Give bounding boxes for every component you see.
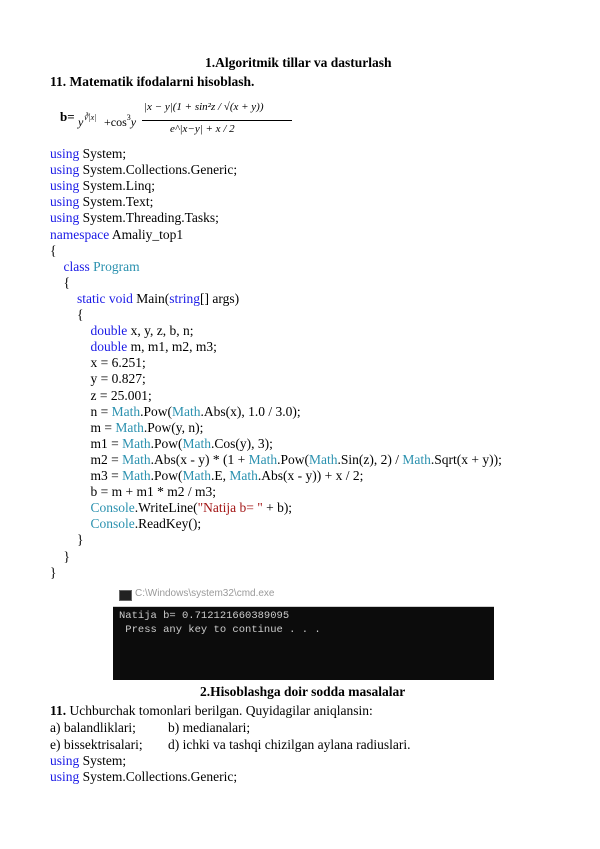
- code-line: [50, 339, 217, 355]
- code-token: Amaliy_top1: [109, 226, 184, 242]
- code-token: Math: [172, 403, 201, 419]
- code-token: .Pow(: [140, 403, 173, 419]
- code-line: [50, 388, 152, 404]
- formula-cos-term: $+\cos^3y$: [104, 113, 137, 129]
- code-token: [50, 500, 91, 515]
- code-line: [50, 323, 194, 339]
- code-line: [50, 484, 216, 500]
- code-line: [50, 436, 273, 452]
- code-token: z = 25.001;: [50, 387, 152, 403]
- code-token: [50, 323, 91, 338]
- code-token: namespace: [50, 226, 110, 242]
- code-token: .WriteLine(: [134, 500, 198, 516]
- code-token: static: [77, 290, 106, 306]
- code-token: Math: [182, 435, 212, 451]
- code-token: .Pow(y, n);: [143, 419, 204, 435]
- code-token: Math: [122, 435, 151, 451]
- code-token: Math: [309, 451, 338, 467]
- code-line: [50, 162, 237, 178]
- code-token: .Sqrt(x + y));: [430, 451, 502, 467]
- console-output-line: Press any key to continue . . .: [119, 624, 321, 636]
- code-token: [50, 516, 91, 531]
- code-token: .Pow(: [150, 435, 183, 451]
- code-line: [50, 452, 502, 468]
- code-token: Program: [93, 258, 140, 274]
- code-token: .Pow(: [277, 451, 309, 467]
- formula-lhs: b=: [60, 109, 75, 124]
- code-token: System;: [79, 753, 127, 768]
- code-token: Math: [115, 419, 144, 435]
- code-token: .E,: [211, 468, 230, 483]
- code-line: [50, 194, 153, 210]
- code-token: Math: [229, 468, 258, 483]
- code-token: System.Collections.Generic;: [79, 162, 238, 178]
- code-token: b = m + m1 * m2 / m3;: [50, 484, 216, 500]
- code-token: string: [169, 290, 201, 306]
- code-token: m =: [50, 419, 116, 435]
- task-item-a: a) balandliklari;: [50, 720, 136, 735]
- code-token: x, y, z, b, n;: [127, 323, 194, 339]
- formula-base: $y^{∛|x|}$: [78, 113, 97, 129]
- code-token: System;: [79, 146, 127, 161]
- code-token: m, m1, m2, m3;: [127, 339, 217, 355]
- code-token: .Pow(: [150, 468, 183, 483]
- code-line: [50, 500, 292, 516]
- code-token: Math: [111, 403, 141, 419]
- code-line: [50, 291, 239, 307]
- code-line: [50, 307, 83, 323]
- code-line: [50, 355, 146, 371]
- code-token: {: [50, 307, 84, 322]
- code-token: .Abs(x - y) * (1 +: [150, 451, 249, 467]
- code-token: x = 6.251;: [50, 355, 146, 371]
- code-token: [] args): [200, 290, 240, 306]
- code-token: m2 =: [50, 451, 123, 467]
- code-line: [50, 210, 219, 226]
- code-token: n =: [50, 403, 112, 419]
- code-line: [50, 259, 140, 275]
- code-token: using: [50, 769, 80, 785]
- code-token: + b);: [262, 500, 293, 516]
- formula-numerator: |x − y|(1 + sin²z / √(x + y)): [144, 101, 264, 113]
- code-token: .Abs(x - y)) + x / 2;: [257, 468, 364, 483]
- code-token: }: [50, 564, 57, 580]
- code-line: [50, 753, 126, 769]
- formula-denominator: e^|x−y| + x / 2: [170, 123, 235, 135]
- code-token: using: [50, 162, 80, 178]
- code-line: [50, 565, 56, 581]
- code-token: Math: [402, 451, 431, 467]
- code-token: double: [90, 323, 128, 339]
- code-token: .Abs(x), 1.0 / 3.0);: [200, 403, 301, 419]
- code-token: Math: [248, 451, 278, 467]
- code-token: }: [50, 548, 70, 564]
- code-token: System.Collections.Generic;: [79, 769, 238, 785]
- code-token: y = 0.827;: [50, 371, 146, 387]
- code-line: [50, 227, 183, 243]
- code-token: using: [50, 194, 80, 210]
- task-item-d: d) ichki va tashqi chizilgan aylana radiuslari.: [168, 737, 411, 752]
- console-window: [113, 584, 494, 680]
- code-token: [50, 339, 91, 354]
- code-token: Main(: [132, 290, 170, 306]
- code-token: }: [50, 532, 84, 548]
- code-line: [50, 532, 83, 548]
- code-token: System.Threading.Tasks;: [79, 210, 219, 226]
- code-token: System.Linq;: [79, 178, 156, 194]
- code-token: [50, 291, 77, 306]
- code-line: [50, 146, 126, 162]
- code-token: Math: [182, 468, 212, 483]
- code-token: Math: [122, 451, 151, 467]
- code-token: System.Text;: [79, 194, 154, 210]
- code-token: Console: [90, 500, 135, 516]
- code-token: m3 =: [50, 468, 123, 483]
- task-heading: 11. Matematik ifodalarni hisoblash.: [50, 74, 255, 89]
- task-item-e: e) bissektrisalari;: [50, 737, 143, 752]
- code-token: class: [63, 258, 90, 274]
- console-output-line: Natija b= 0.712121660389095: [119, 610, 290, 622]
- code-token: double: [90, 339, 128, 355]
- section-heading: 2.Hisoblashga doir sodda masalalar: [200, 684, 406, 699]
- code-line: [50, 275, 70, 291]
- code-token: m1 =: [50, 435, 123, 451]
- code-line: [50, 468, 363, 484]
- code-line: [50, 769, 237, 785]
- code-token: "Natija b= ": [197, 500, 263, 516]
- code-line: [50, 371, 146, 387]
- code-token: using: [50, 178, 80, 194]
- console-title: C:\Windows\system32\cmd.exe: [135, 588, 275, 599]
- code-token: void: [108, 290, 133, 306]
- code-line: [50, 549, 70, 565]
- code-token: .ReadKey();: [134, 516, 202, 532]
- code-line: [50, 178, 155, 194]
- task-statement: 11. Uchburchak tomonlari berilgan. Quyidagilar aniqlansin:: [50, 703, 373, 718]
- code-line: [50, 516, 201, 532]
- section-heading: 1.Algoritmik tillar va dasturlash: [205, 55, 392, 70]
- code-token: using: [50, 146, 80, 161]
- fraction-bar: [142, 120, 292, 121]
- task-item-b: b) medianalari;: [168, 720, 251, 735]
- code-token: using: [50, 753, 80, 768]
- code-token: {: [50, 242, 57, 258]
- code-token: .Sin(z), 2) /: [337, 451, 403, 467]
- code-token: [50, 259, 64, 274]
- code-token: {: [50, 274, 70, 290]
- code-line: [50, 404, 301, 420]
- code-line: [50, 420, 203, 436]
- cmd-icon: [119, 590, 132, 601]
- code-token: using: [50, 210, 80, 226]
- code-line: [50, 243, 56, 259]
- code-token: Console: [90, 516, 135, 532]
- math-formula: [60, 93, 300, 149]
- console-titlebar: [113, 584, 494, 607]
- code-token: Math: [122, 468, 151, 483]
- code-token: .Cos(y), 3);: [211, 435, 273, 451]
